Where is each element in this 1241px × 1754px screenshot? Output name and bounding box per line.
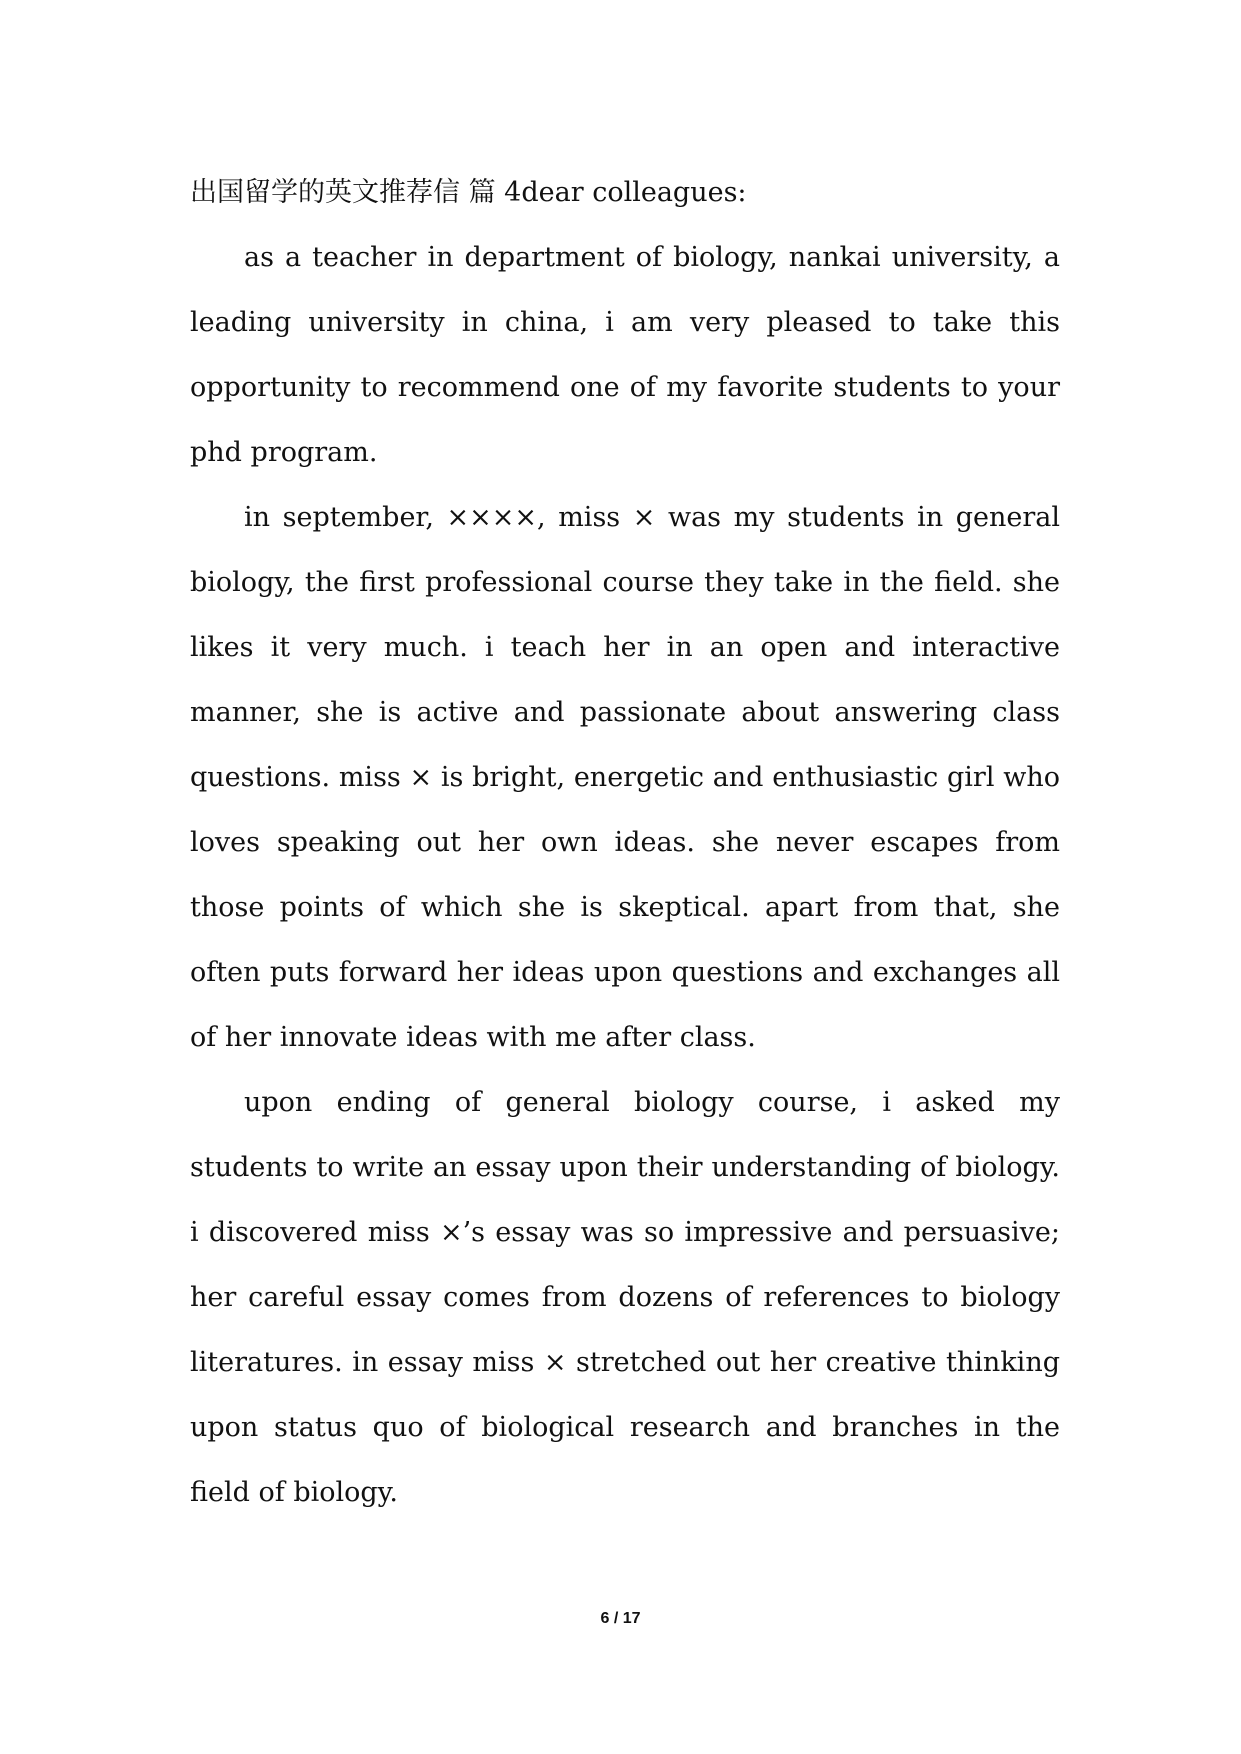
letter-heading: 出国留学的英文推荐信 篇 4dear colleagues: xyxy=(190,177,747,208)
paragraph-2: in september, ××××, miss × was my students in general biology, the first professional course they take in the field. she likes it very much. i teach her in an open and interactive manner, she is active and passionate about answering class questions. miss × is bright, energetic and enthusiastic girl who loves speaking out her own ideas. she never escapes from those points of which she is skeptical. apart from that, she often puts forward her ideas upon questions and exchanges all of her innovate ideas with me after class. xyxy=(190,502,1060,1053)
page-number: 6 / 17 xyxy=(600,1610,641,1627)
paragraph-3: upon ending of general biology course, i asked my students to write an essay upon their understanding of biology. i discovered miss ×’s essay was so impressive and persuasive; her careful essay comes from dozens of references to biology literatures. in essay miss × stretched out her creative thinking upon status quo of biological research and branches in the field of biology. xyxy=(190,1087,1060,1508)
letter-body xyxy=(190,160,1060,1525)
paragraph-1: as a teacher in department of biology, nankai university, a leading university in china, i am very pleased to take this opportunity to recommend one of my favorite students to your phd program. xyxy=(190,242,1060,468)
